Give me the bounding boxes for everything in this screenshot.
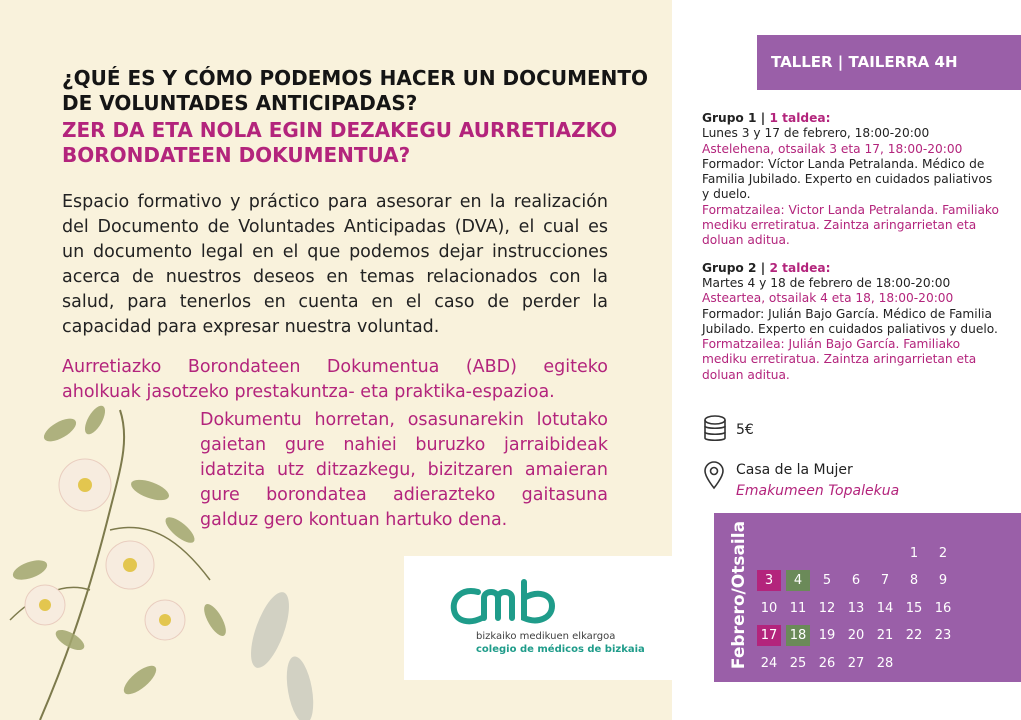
place-name-es: Casa de la Mujer <box>736 462 853 478</box>
calendar-day-25: 25 <box>789 655 807 671</box>
calendar-day-12: 12 <box>818 600 836 616</box>
calendar-day-20: 20 <box>847 628 865 644</box>
description-basque-2: Dokumentu horretan, osasunarekin lotutako gaietan gure nahiei buruzko jarraibideak idatzita utz ditzazkegu, bizitzaren amaieran gure borondatea adierazteko gaitasuna galduz gero kontuan hartuko dena. <box>200 410 608 530</box>
calendar-day-23: 23 <box>934 628 952 644</box>
botanical-illustration <box>0 390 330 720</box>
location-info <box>702 460 1002 499</box>
place-name-eu: Emakumeen Topalekua <box>736 483 900 499</box>
group-2-head-es: Grupo 2 | <box>702 260 770 275</box>
calendar-day-11: 11 <box>789 600 807 616</box>
group-1-trainer-es: Formador: Víctor Landa Petralanda. Médico de Familia Jubilado. Experto en cuidados paliativos y duelo. <box>702 156 993 202</box>
calendar-day-1: 1 <box>909 546 919 561</box>
title-basque: ZER DA ETA NOLA EGIN DEZAKEGU AURRETIAZKO BORONDATEEN DOKUMENTUA? <box>62 118 618 167</box>
description-spanish: Espacio formativo y práctico para asesorar en la realización del Documento de Voluntades Anticipadas (DVA), el cual es un documento legal en el que podemos dejar instrucciones acerca de nuestros deseos en temas relacionados con la salud, para tenerlos en cuenta en el caso de perder la capacidad para expresar nuestra voluntad. <box>62 192 608 337</box>
calendar-day-28: 28 <box>876 655 894 671</box>
calendar-day-26: 26 <box>818 655 836 671</box>
calendar-day-9: 9 <box>938 573 948 589</box>
group-1-head-eu: 1 taldea: <box>769 111 831 125</box>
price-info <box>702 414 754 448</box>
calendar-day-19: 19 <box>818 628 836 644</box>
logo-text-spanish: colegio de médicos de bizkaia <box>476 644 645 655</box>
group-1-date-eu: Astelehena, otsailak 3 eta 17, 18:00-20:00 <box>702 141 963 156</box>
calendar <box>714 513 1021 682</box>
calendar-day-10: 10 <box>760 600 778 616</box>
group-1-trainer-eu: Formatzailea: Victor Landa Petralanda. Familiako mediku erretiratua. Zaintza aringarrietan eta doluan aditua. <box>702 202 1000 248</box>
group-2-date-eu: Astearteа, otsailak 4 eta 18, 18:00-20:00 <box>702 291 954 306</box>
group-1-date-es: Lunes 3 y 17 de febrero, 18:00-20:00 <box>702 126 930 141</box>
calendar-day-18: 18 <box>786 625 810 646</box>
coins-icon <box>702 414 728 444</box>
calendar-day-7: 7 <box>880 573 890 589</box>
calendar-day-4: 4 <box>786 570 810 591</box>
logo-colegio-medicos <box>404 556 672 680</box>
calendar-day-21: 21 <box>876 628 894 644</box>
description-basque-1: Aurretiazko Borondateen Dokumentua (ABD) egiteko aholkuak jasotzeko prestakuntza- eta praktika-espazioa. <box>62 357 608 402</box>
location-pin-icon <box>702 460 726 490</box>
calendar-day-3: 3 <box>757 570 781 591</box>
group-1 <box>702 111 1002 249</box>
groups-info <box>702 111 1002 395</box>
workshop-tag: TALLER | TAILERRA 4H <box>757 35 1021 90</box>
calendar-day-17: 17 <box>757 625 781 646</box>
group-2-head-eu: 2 taldea: <box>769 260 831 275</box>
cmb-logo-mark <box>448 578 578 630</box>
calendar-day-24: 24 <box>760 655 778 671</box>
calendar-day-22: 22 <box>905 628 923 644</box>
calendar-day-13: 13 <box>847 600 865 616</box>
group-2-trainer-eu: Formatzailea: Julián Bajo García. Familiako mediku erretiratua. Zaintza aringarrietan eta doluan aditua. <box>702 337 977 382</box>
logo-text-basque: bizkaiko medikuen elkargoa <box>476 631 616 642</box>
group-2-trainer-es: Formador: Julián Bajo García. Médico de Familia Jubilado. Experto en cuidados paliativos y duelo. <box>702 306 998 336</box>
price-value: 5€ <box>736 422 754 438</box>
group-2 <box>702 261 1002 383</box>
calendar-day-16: 16 <box>934 600 952 616</box>
group-2-date-es: Martes 4 y 18 de febrero de 18:00-20:00 <box>702 275 951 290</box>
calendar-day-15: 15 <box>905 600 923 616</box>
calendar-day-5: 5 <box>822 573 832 589</box>
calendar-day-14: 14 <box>876 600 894 616</box>
calendar-day-27: 27 <box>847 655 865 671</box>
calendar-month: Febrero/Otsaila <box>729 520 749 670</box>
calendar-day-8: 8 <box>909 573 919 589</box>
title-spanish: ¿QUÉ ES Y CÓMO PODEMOS HACER UN DOCUMENTO DE VOLUNTADES ANTICIPADAS? <box>62 66 649 115</box>
calendar-day-6: 6 <box>851 573 861 589</box>
group-1-head-es: Grupo 1 | <box>702 111 770 125</box>
calendar-day-2: 2 <box>938 546 948 561</box>
